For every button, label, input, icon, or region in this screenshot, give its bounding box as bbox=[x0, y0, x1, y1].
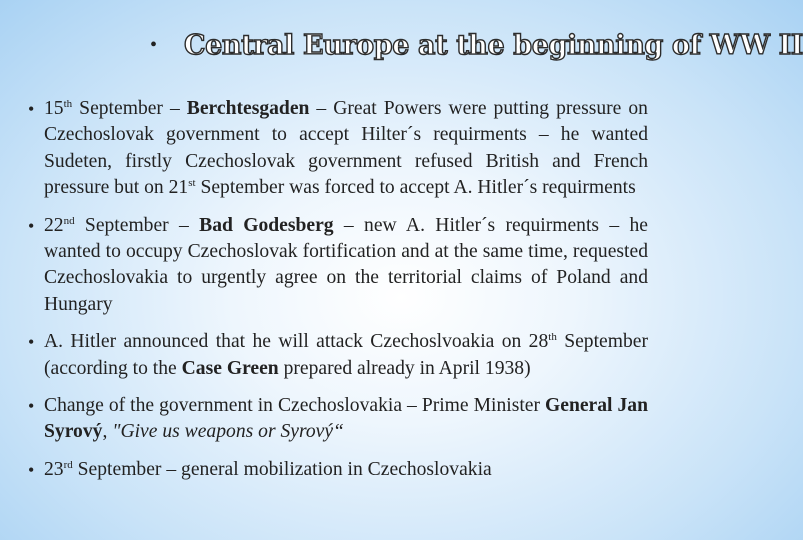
ordinal-suffix: rd bbox=[63, 458, 73, 471]
ordinal-suffix: th bbox=[548, 331, 557, 344]
emphasis-text: Case Green bbox=[181, 357, 279, 379]
bullet-mark: • bbox=[28, 459, 35, 480]
bullet-text: prepared already in April 1938) bbox=[278, 357, 531, 379]
bullet-text: 15 bbox=[44, 98, 64, 119]
bullet-item bbox=[26, 96, 648, 202]
emphasis-text: Bad Godesberg bbox=[199, 214, 334, 236]
bullet-mark: • bbox=[28, 215, 35, 236]
bullet-item bbox=[26, 457, 648, 483]
bullet-text: , bbox=[102, 421, 113, 443]
title-row bbox=[0, 30, 803, 70]
bullet-text: September – general mobilization in Czechoslovakia bbox=[72, 458, 492, 480]
title-bullet: • bbox=[150, 34, 158, 56]
emphasis-text: Berchtesgaden bbox=[186, 98, 310, 119]
bullet-mark: • bbox=[28, 396, 35, 417]
bullet-mark: • bbox=[28, 99, 35, 119]
bullet-mark: • bbox=[28, 332, 35, 353]
bullet-text: September – bbox=[74, 214, 200, 236]
ordinal-suffix: th bbox=[63, 98, 73, 110]
bullet-item bbox=[26, 393, 648, 446]
bullet-list bbox=[26, 96, 648, 494]
bullet-item bbox=[26, 329, 648, 382]
bullet-text: September (according to the bbox=[44, 331, 648, 379]
ordinal-suffix: nd bbox=[63, 214, 75, 227]
emphasis-text: General Jan Syrový bbox=[44, 395, 648, 443]
quote-text: "Give us weapons or Syrový“ bbox=[112, 421, 344, 443]
bullet-text: September – bbox=[72, 98, 187, 119]
bullet-text: A. Hitler announced that he will attack Czechoslvoakia on 28 bbox=[44, 331, 549, 353]
bullet-text: 22 bbox=[44, 214, 64, 236]
ordinal-suffix: st bbox=[188, 177, 196, 190]
bullet-text: September was forced to accept A. Hitler´s requirments bbox=[195, 177, 636, 199]
bullet-text: – new A. Hitler´s requirments – he wanted to occupy Czechoslovak fortification and at the same time, requested Czechoslovakia to urgently agree on the territorial claims of Poland and Hungary bbox=[44, 214, 648, 315]
bullet-text: Change of the government in Czechoslovakia – Prime Minister bbox=[44, 395, 546, 417]
bullet-item bbox=[26, 213, 648, 319]
slide-title: Central Europe at the beginning of WW II bbox=[184, 30, 803, 61]
bullet-text: – Great Powers were putting pressure on Czechoslovak government to accept Hilter´s requirments – he wanted Sudeten, firstly Czechoslovak government refused British and French pressure but on 21 bbox=[44, 98, 648, 199]
bullet-text: 23 bbox=[44, 458, 64, 480]
